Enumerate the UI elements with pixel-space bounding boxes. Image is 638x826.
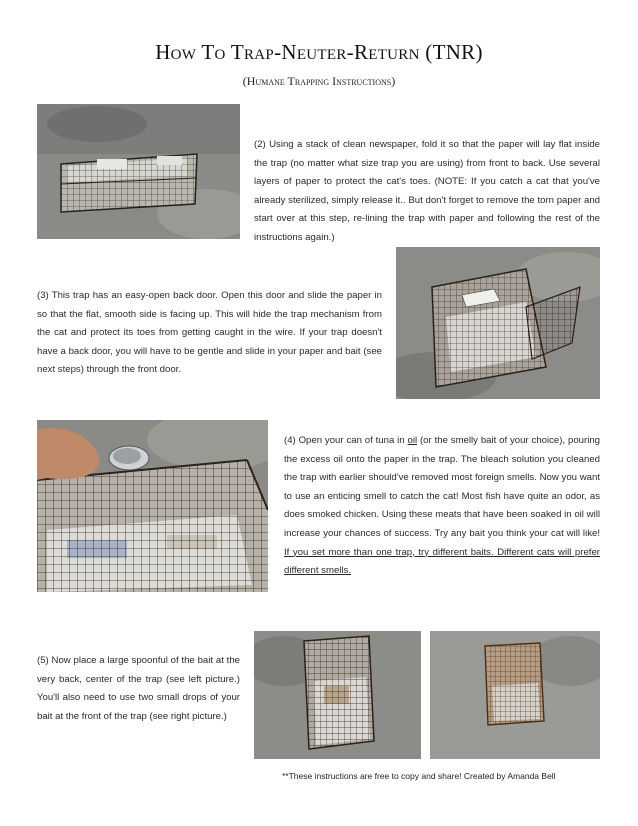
photo-pouring-oil <box>37 420 268 592</box>
step-4-text-part1: (4) Open your can of tuna in <box>284 435 408 446</box>
step-4-text <box>284 432 600 581</box>
page-title: How To Trap-Neuter-Return (TNR) <box>155 40 483 64</box>
photo-trap-back-door <box>396 247 600 399</box>
page-subtitle: (Humane Trapping Instructions) <box>242 74 396 88</box>
footer-credit: **These instructions are free to copy and share! Created by Amanda Bell <box>282 771 556 781</box>
step-4-text-part2: (or the smelly bait of your choice), pouring the excess oil onto the paper in the trap. The bleach solution you cleaned the trap with earlier should've removed most foreign smells. Now you want to use an enticing smell to catch the cat! Most fish have quite an odor, as does smoked chicken. Using these meats that have been soaked in oil will increase your chances of success. Try any bait you think your cat will like! <box>284 435 600 539</box>
step-5-text: (5) Now place a large spoonful of the bait at the very back, center of the trap (see left picture.) You'll also need to use two small drops of your bait at the front of the trap (see right picture.) <box>37 655 240 722</box>
step-4-underlined-tip: If you set more than one trap, try different baits. Different cats will prefer different smells. <box>284 546 600 577</box>
photo-bait-front <box>430 631 600 759</box>
photo-bait-back <box>254 631 421 759</box>
oil-link: oil <box>407 435 418 446</box>
step-3-text: (3) This trap has an easy-open back door. Open this door and slide the paper in so that the flat, smooth side is facing up. This will hide the trap mechanism from the cat and protect its toes from getting caught in the wire. If your trap doesn't have a back door, you will have to be gentle and slide in your paper and bait (see next steps) through the front door. <box>37 290 382 376</box>
photo-trap-newspaper <box>37 104 240 239</box>
step-2-text: (2) Using a stack of clean newspaper, fold it so that the paper will lay flat inside the trap (no matter what size trap you are using) from front to back. Use several layers of paper to protect the cat's toes. (NOTE: If you catch a cat that you've already sterilized, simply release it.. But don't forget to remove the torn paper and start over at this step, re-lining the trap with paper and following the rest of the instructions again.) <box>254 139 600 243</box>
